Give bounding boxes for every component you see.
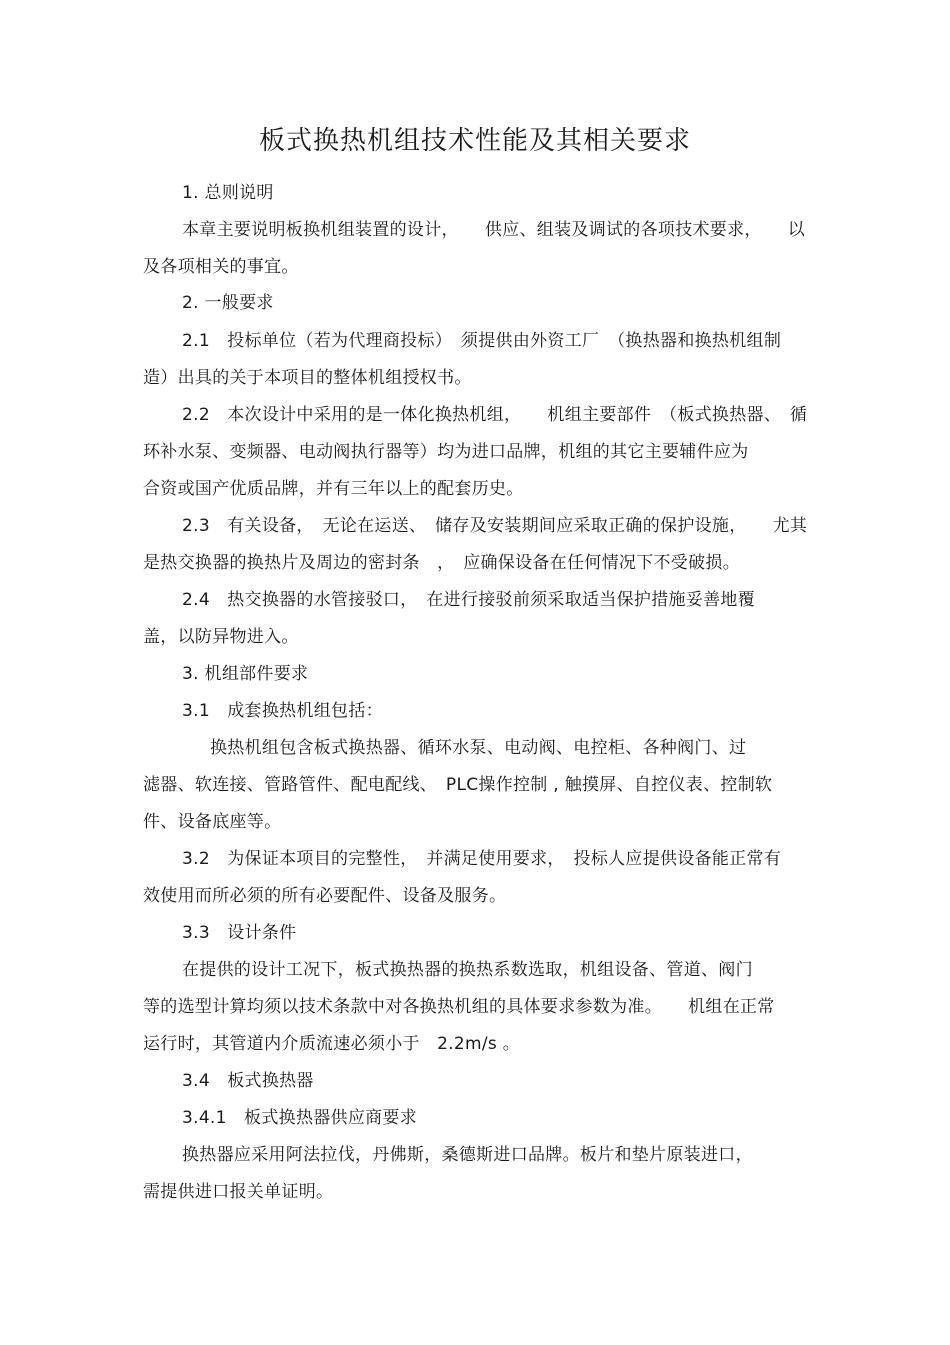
paragraph-line: 滤器、软连接、管路管件、配电配线、 PLC操作控制 , 触摸屏、自控仪表、控制软 bbox=[143, 775, 773, 795]
paragraph-line: 需提供进口报关单证明。 bbox=[143, 1182, 334, 1202]
paragraph-line: 合资或国产优质品牌，并有三年以上的配套历史。 bbox=[143, 479, 524, 499]
section-heading: 2. 一般要求 bbox=[182, 293, 274, 313]
paragraph-line: 及各项相关的事宜。 bbox=[143, 257, 299, 277]
paragraph-line: 3.2 为保证本项目的完整性， 并满足使用要求， 投标人应提供设备能正常有 bbox=[182, 849, 782, 869]
section-heading: 1. 总则说明 bbox=[182, 183, 274, 203]
paragraph-line: 3.4.1 板式换热器供应商要求 bbox=[182, 1108, 418, 1128]
paragraph-line: 造）出具的关于本项目的整体机组授权书。 bbox=[143, 368, 472, 388]
paragraph-line: 件、设备底座等。 bbox=[143, 812, 282, 832]
document-title: 板式换热机组技术性能及其相关要求 bbox=[258, 126, 691, 156]
paragraph-line: 3.4 板式换热器 bbox=[182, 1071, 314, 1091]
section-heading: 3. 机组部件要求 bbox=[182, 664, 309, 684]
paragraph-line: 运行时，其管道内介质流速必须小于 2.2m/s 。 bbox=[143, 1034, 521, 1054]
paragraph-line: 在提供的设计工况下，板式换热器的换热系数选取，机组设备、管道、阀门 bbox=[182, 960, 753, 980]
paragraph-line: 等的选型计算均须以技术条款中对各换热机组的具体要求参数为准。 机组在正常 bbox=[143, 997, 775, 1017]
paragraph-line: 效使用而所必须的所有必要配件、设备及服务。 bbox=[143, 886, 507, 906]
paragraph-line: 是热交换器的换热片及周边的密封条 ， 应确保设备在任何情况下不受破损。 bbox=[143, 553, 740, 573]
paragraph-line: 3.1 成套换热机组包括： bbox=[182, 701, 383, 721]
paragraph-line: 2.1 投标单位（若为代理商投标） 须提供由外资工厂 （换热器和换热机组制 bbox=[182, 331, 782, 351]
paragraph-line: 换热器应采用阿法拉伐，丹佛斯，桑德斯进口品牌。板片和垫片原装进口， bbox=[182, 1145, 753, 1165]
paragraph-line: 3.3 设计条件 bbox=[182, 923, 297, 943]
paragraph-line: 盖，以防异物进入。 bbox=[143, 627, 299, 647]
paragraph-line: 本章主要说明板换机组装置的设计， 供应、组装及调试的各项技术要求， 以 bbox=[182, 220, 806, 240]
paragraph-line: 2.2 本次设计中采用的是一体化换热机组， 机组主要部件 （板式换热器、 循 bbox=[182, 405, 808, 425]
paragraph-line: 2.3 有关设备， 无论在运送、 储存及安装期间应采取正确的保护设施， 尤其 bbox=[182, 516, 808, 536]
paragraph-line: 环补水泵、变频器、电动阀执行器等）均为进口品牌，机组的其它主要辅件应为 bbox=[143, 442, 749, 462]
paragraph-line: 换热机组包含板式换热器、循环水泵、电动阀、电控柜、各种阀门、过 bbox=[210, 738, 747, 758]
paragraph-line: 2.4 热交换器的水管接驳口， 在进行接驳前须采取适当保护措施妥善地覆 bbox=[182, 590, 756, 610]
